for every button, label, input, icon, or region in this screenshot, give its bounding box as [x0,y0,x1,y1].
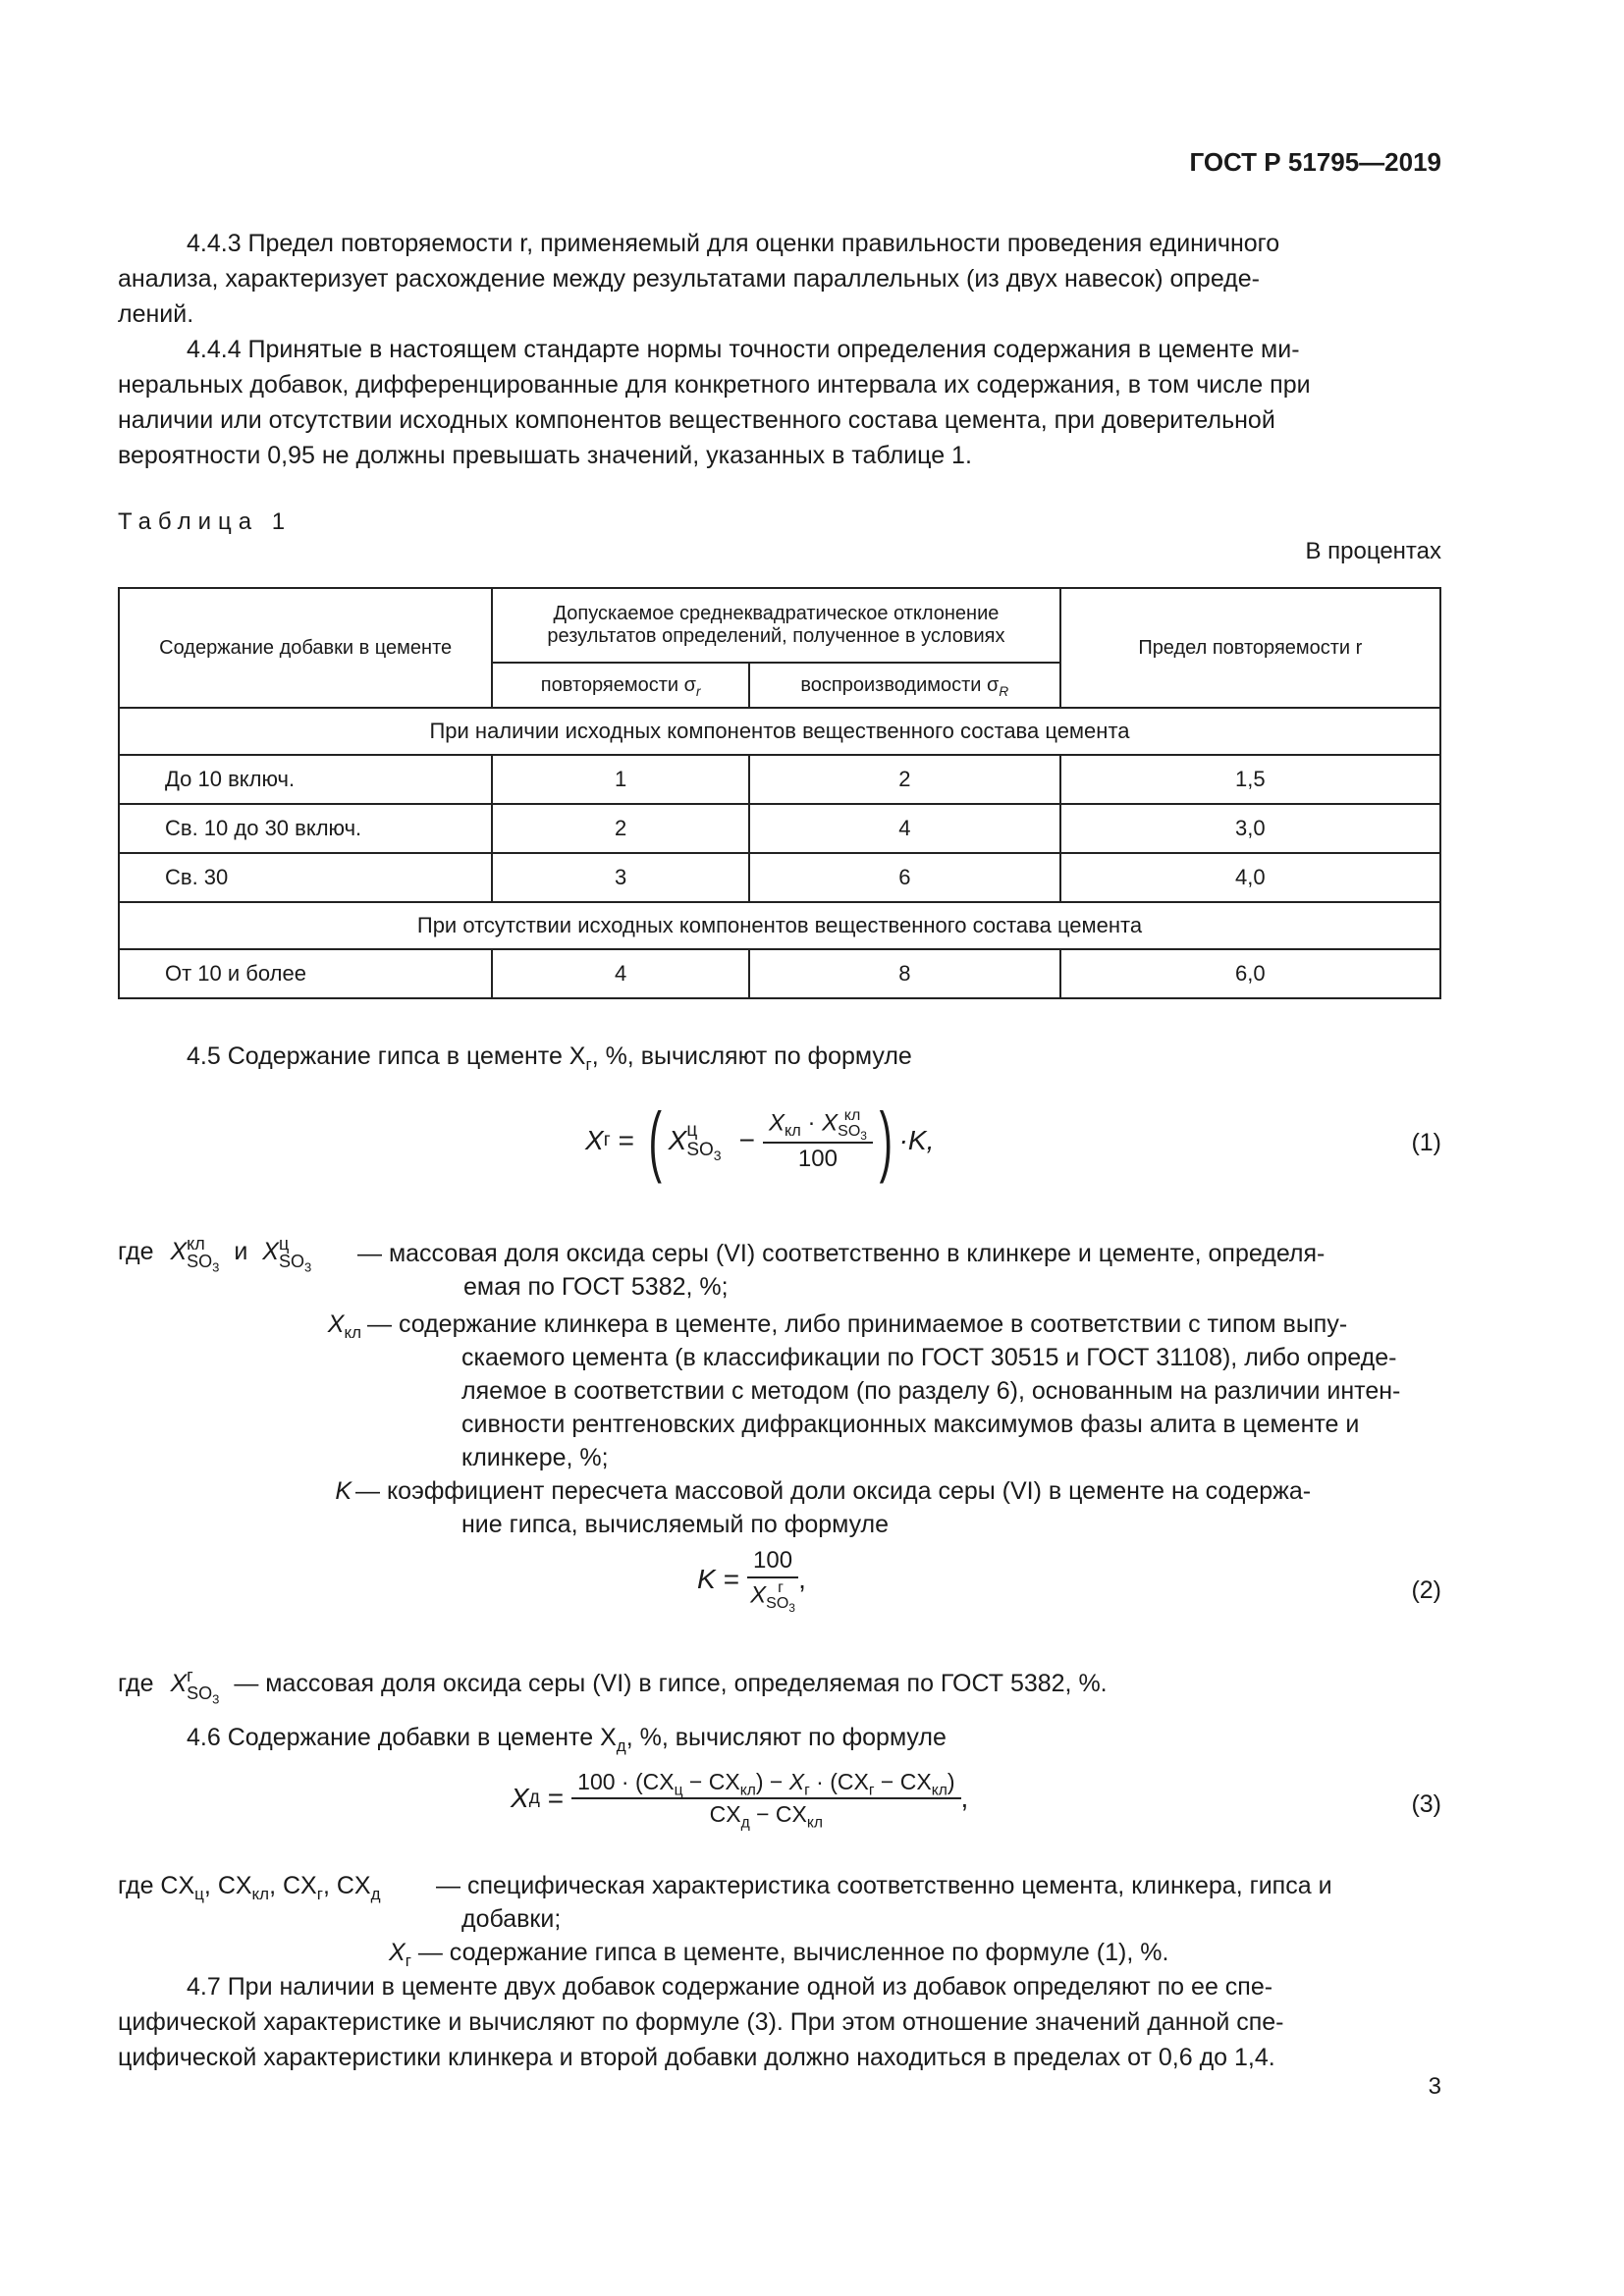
numerator: 100 [747,1547,798,1578]
cell-sR: 8 [749,949,1060,998]
formula-part: CX [709,1801,741,1827]
text-line: лений. [118,300,194,328]
subscript: г [405,1951,411,1970]
formula-tail: ·K, [898,1125,935,1155]
text-line: цифической характеристики клинкера и второй добавки должно находиться в пределах от 0,6 до 1,4. [118,2044,1275,2071]
header-repeatability [492,663,749,708]
subscript: г [804,1782,810,1799]
formula-symbol: X [750,1581,767,1609]
where-symbol [302,1308,361,1341]
text-line: 4.4.4 Принятые в настоящем стандарте нормы точности определения содержания в цементе ми- [187,336,1300,363]
sigma-index: r [695,683,701,699]
where-symbol [302,1474,352,1508]
formula-symbol: X [327,1310,345,1338]
sup-sub-stack [187,1234,220,1275]
cell-sR: 6 [749,853,1060,902]
subscript: г [868,1782,875,1799]
equals-sign: = [723,1564,740,1594]
header-group-line: результатов определений, полученное в условиях [547,625,1005,647]
subscript: кл [784,1122,801,1141]
formula-part: − CX [874,1769,932,1794]
text-line: , %, вычисляют по формуле [591,1042,912,1070]
subscript: SO [686,1140,714,1160]
sup-sub-stack [686,1120,722,1163]
sigma-index: R [999,683,1009,699]
text-line: анализа, характеризует расхождение между результатами параллельных (из двух навесок) опреде- [118,265,1261,293]
paragraph-4-6 [118,1720,1441,1755]
superscript: г [187,1666,193,1686]
subscript-index: 3 [303,1259,312,1275]
text-line: 4.6 Содержание добавки в цементе X [187,1724,617,1751]
header-repeatability-limit [1060,588,1440,708]
fraction [763,1108,873,1173]
subscript: ц [674,1782,683,1799]
right-paren: ) [879,1096,893,1184]
subscript: кл [251,1885,270,1903]
formula-part: , CX [203,1872,252,1899]
formula-symbol: X [585,1125,604,1155]
formula-symbol: X [262,1238,279,1265]
sup-sub-stack [766,1579,795,1616]
formula-symbol: X [668,1125,687,1155]
formula-part: , CX [322,1872,371,1899]
where-line [118,1869,380,1902]
subscript-index: 3 [788,1601,795,1616]
formula-symbol: X [170,1238,188,1265]
text-line: 4.7 При наличии в цементе двух добавок содержание одной из добавок определяют по ее спе- [187,1973,1273,2001]
text-line: ляемое в соответствии с методом (по разделу 6), основанным на различии интен- [461,1377,1401,1405]
subscript-index: 3 [860,1129,867,1144]
superscript: ц [686,1120,698,1141]
left-paren: ( [648,1096,662,1184]
subscript-index: 3 [212,1259,220,1275]
cell-r: 3,0 [1060,804,1440,853]
denominator: 100 [797,1146,838,1172]
text-line: цифической характеристике и вычисляют по формуле (3). При этом отношение значений данной спе- [118,2008,1284,2036]
where-desc: — содержание гипса в цементе, вычисленное по формуле (1), %. [417,1939,1169,1966]
cell-r: 1,5 [1060,755,1440,804]
conjunction: и [234,1238,248,1265]
subscript: г [585,1055,592,1074]
subscript: SO [187,1683,213,1704]
equals-sign: = [618,1125,634,1155]
header-repeatability-text: повторяемости σ [540,673,696,696]
subscript: кл [931,1782,947,1799]
superscript: кл [187,1234,205,1255]
accuracy-table [118,587,1441,999]
cell-sr: 1 [492,755,749,804]
text-line: — содержание клинкера в цементе, либо принимаемое в соответствии с типом выпу- [367,1310,1348,1338]
where-line [118,1666,1108,1707]
denominator [571,1799,960,1832]
where-desc: — массовая доля оксида серы (VI) в гипсе, определяемая по ГОСТ 5382, %. [234,1670,1108,1697]
formula-symbol: X [768,1109,785,1137]
fraction [571,1769,960,1832]
formula-part: , CX [269,1872,317,1899]
text-line: 4.4.3 Предел повторяемости r, применяемый для оценки правильности проведения единичного [187,230,1280,257]
cell-content: Св. 10 до 30 включ. [119,804,492,853]
text-line: сивности рентгеновских дифракционных максимумов фазы алита в цементе и [461,1411,1360,1438]
formula-3: X д = $\frac{100 \cdot (CX_ц - CX_{кл}) - X_г \cdot (CX_г - CX_{кл})}{CX_д - CX_{кл}}$ , [511,1769,969,1832]
cell-sr: 2 [492,804,749,853]
cell-sR: 4 [749,804,1060,853]
where-desc [355,1474,1441,1541]
formula-number: (1) [1411,1129,1441,1156]
table-row [119,804,1440,853]
superscript: ц [278,1234,290,1255]
numerator [571,1769,960,1799]
text-line: — коэффициент пересчета массовой доли оксида серы (VI) в цементе на содержа- [355,1477,1312,1505]
subscript: д [616,1736,626,1755]
formula-tail: , [960,1783,969,1813]
text-line: вероятности 0,95 не должны превышать значений, указанных в таблице 1. [118,442,972,469]
text-line: добавки; [461,1905,562,1933]
fraction [747,1547,798,1616]
header-content: Содержание добавки в цементе [119,588,492,708]
text-line: 4.5 Содержание гипса в цементе X [187,1042,586,1070]
subscript: д [370,1885,381,1903]
subscript: SO [187,1252,213,1272]
subscript: SO [278,1252,304,1272]
where-lead: где [118,1238,154,1265]
cell-sR: 2 [749,755,1060,804]
section-row: При наличии исходных компонентов вещественного состава цемента [119,708,1440,755]
subscript: кл [739,1782,756,1799]
text-line: клинкере, %; [461,1444,609,1471]
subscript: SO [766,1595,789,1612]
document-header: ГОСТ Р 51795—2019 [1189,147,1441,177]
formula-tail: , [798,1564,806,1594]
formula-symbol: X [788,1769,805,1794]
paragraph-4-4-4 [118,332,1441,473]
text-line: скаемого цемента (в классификации по ГОСТ 30515 и ГОСТ 31108), либо опреде- [461,1344,1397,1371]
superscript: г [778,1579,784,1596]
subscript: ц [194,1885,204,1903]
table-unit: В процентах [1305,538,1441,564]
formula-symbol: X [511,1783,529,1813]
formula-symbol: X [822,1109,839,1137]
formula-part: − CX [749,1801,807,1827]
cell-content: До 10 включ. [119,755,492,804]
sup-sub-stack [187,1666,220,1707]
header-reproducibility [749,663,1060,708]
paragraph-4-4-3 [118,226,1441,332]
subscript: д [740,1814,750,1832]
formula-symbol: K [697,1564,716,1594]
cell-r: 6,0 [1060,949,1440,998]
where-desc [367,1308,1441,1474]
text-line: наличии или отсутствии исходных компонентов вещественного состава цемента, при доверительной [118,406,1275,434]
numerator [763,1108,873,1144]
where-lead: где [118,1670,154,1697]
cell-content: От 10 и более [119,949,492,998]
page-number: 3 [1428,2073,1441,2100]
paragraph-4-7 [118,1969,1441,2075]
minus-sign: − [738,1125,755,1155]
formula-part: ) − [755,1769,789,1794]
text-line: ние гипса, вычисляемый по формуле [461,1511,890,1538]
formula-2 [697,1547,806,1616]
table-title: Таблица 1 [118,508,293,535]
where-desc [357,1235,1441,1304]
table-row [119,755,1440,804]
dot-operator: · [807,1109,816,1137]
formula-number: (2) [1411,1576,1441,1604]
cell-r: 4,0 [1060,853,1440,902]
paragraph-4-5 [118,1039,1441,1074]
cell-sr: 4 [492,949,749,998]
formula-part: ) [947,1769,955,1794]
subscript-index: 3 [713,1147,722,1163]
formula-part: · (CX [809,1769,869,1794]
superscript: кл [843,1107,861,1124]
table-row [119,853,1440,902]
formula-part: 100 · (CX [577,1769,675,1794]
header-deviation-group [492,588,1059,663]
formula-symbol: X [170,1670,188,1697]
formula-number: (3) [1411,1790,1441,1818]
subscript: SO [838,1123,861,1140]
cell-content: Св. 30 [119,853,492,902]
sup-sub-stack [278,1234,312,1275]
denominator [747,1578,798,1616]
subscript: г [316,1885,323,1903]
subscript: кл [806,1814,824,1832]
equals-sign: = [547,1783,565,1813]
text-line: — специфическая характеристика соответственно цемента, клинкера, гипса и [436,1872,1332,1899]
sup-sub-stack [838,1107,867,1144]
header-reproducibility-text: воспроизводимости σ [800,673,1000,696]
table-row [119,949,1440,998]
cell-sr: 3 [492,853,749,902]
header-repeatability-limit-text: Предел повторяемости r [1138,636,1363,659]
text-line: , %, вычисляют по формуле [625,1724,947,1751]
formula-symbol: X [389,1939,406,1966]
subscript: кл [344,1323,361,1342]
header-group-line: Допускаемое среднеквадратическое отклонение [553,603,1000,624]
where-line [389,1936,1168,1969]
where-line [118,1234,312,1275]
text-line: — массовая доля оксида серы (VI) соответственно в клинкере и цементе, определя- [357,1240,1326,1267]
where-lead: где CX [118,1872,195,1899]
text-line: неральных добавок, дифференцированные для конкретного интервала их содержания, в том числе при [118,371,1311,399]
text-line: емая по ГОСТ 5382, %; [463,1273,729,1301]
where-desc [436,1869,1441,1936]
formula-symbol: K [335,1477,352,1505]
section-row: При отсутствии исходных компонентов вещественного состава цемента [119,902,1440,949]
subscript-index: 3 [212,1691,220,1707]
formula-1: X г = ( X ц $SO_3$ − $X_{кл} \cdot X$ кл $SO_3$ 100 ) ·K, [585,1096,935,1184]
formula-part: − CX [682,1769,740,1794]
